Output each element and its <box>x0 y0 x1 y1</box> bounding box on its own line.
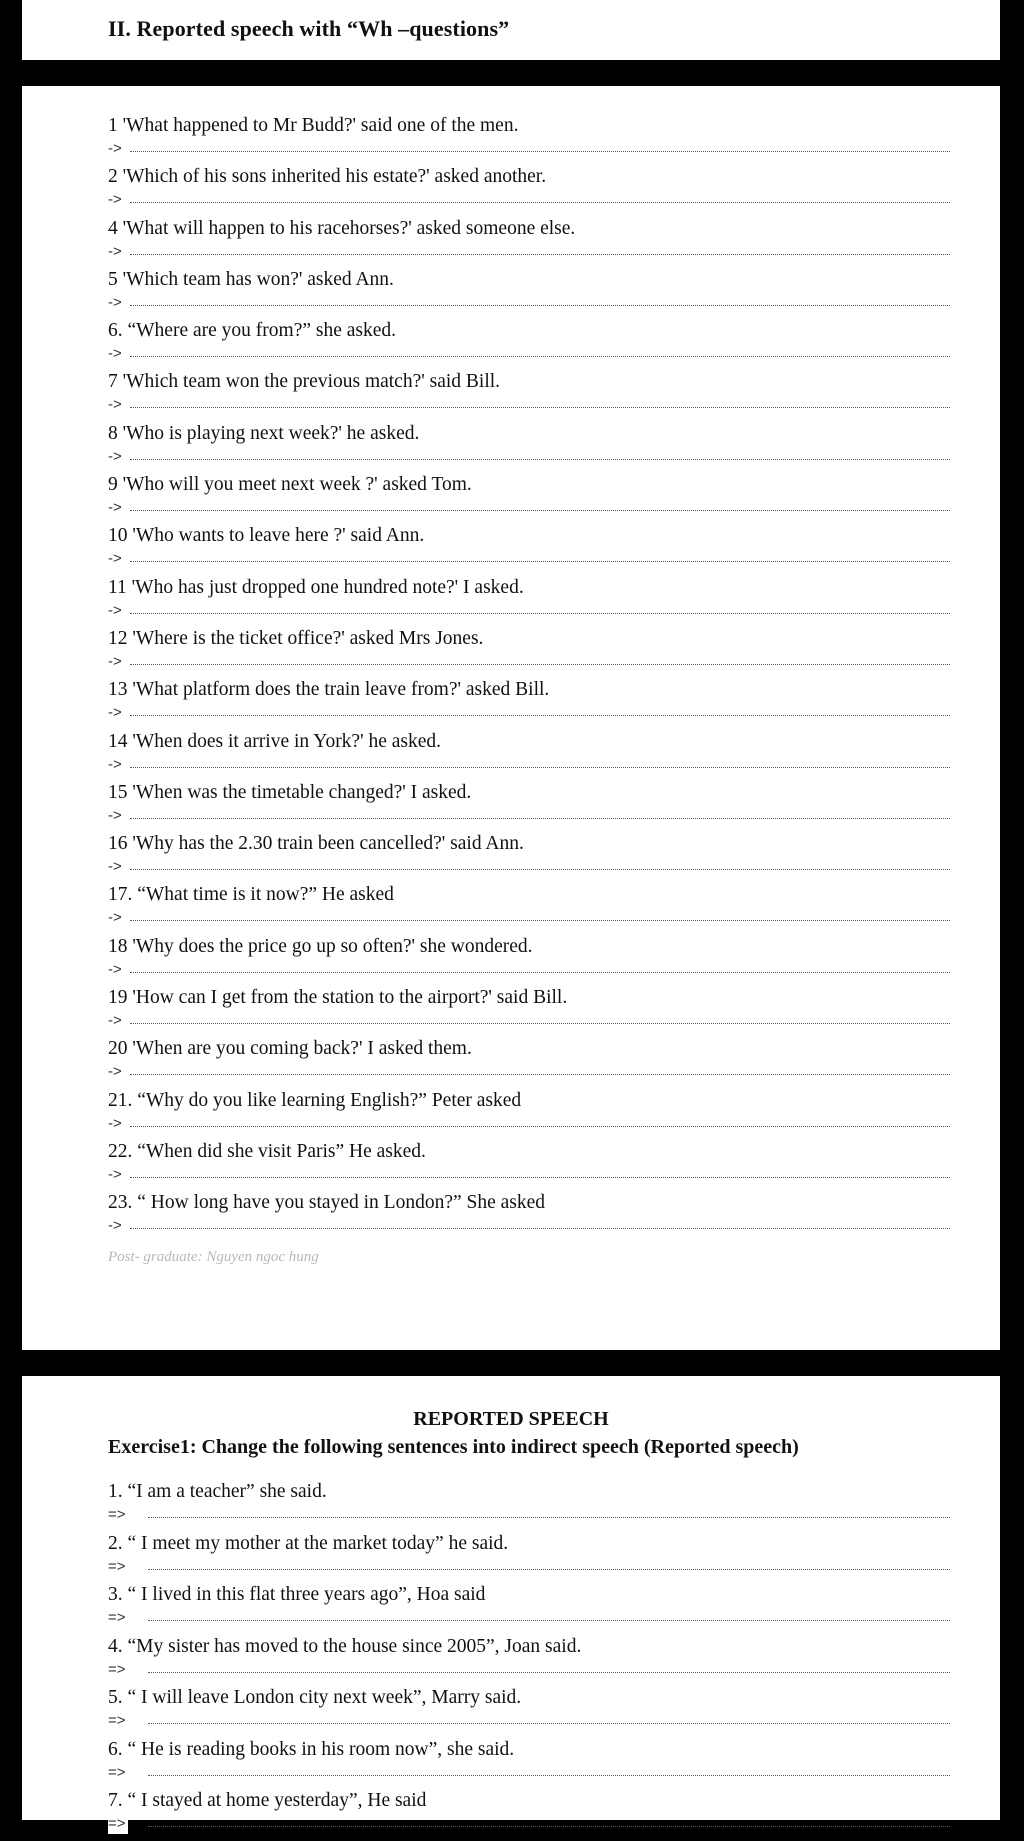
exercise-list <box>108 114 950 1243</box>
dotted-blank <box>130 1074 950 1075</box>
exercise-item <box>108 627 950 678</box>
exercise-item <box>108 1191 950 1242</box>
dotted-blank <box>130 356 950 357</box>
dotted-blank <box>130 254 950 255</box>
page-1 <box>22 0 1000 60</box>
exercise-item <box>108 678 950 729</box>
exercise-item <box>108 883 950 934</box>
answer-prefix: -> <box>108 858 122 876</box>
answer-line[interactable] <box>108 1556 950 1578</box>
answer-prefix: -> <box>108 704 122 722</box>
answer-prefix: -> <box>108 806 122 824</box>
answer-prefix: -> <box>108 1063 122 1081</box>
answer-line[interactable] <box>108 1710 950 1732</box>
answer-line[interactable] <box>108 1215 950 1237</box>
dotted-blank <box>130 1228 950 1229</box>
answer-line[interactable] <box>108 1762 950 1784</box>
question-text: 18 'Why does the price go up so often?' she wondered. <box>108 935 533 957</box>
question-text: 3. “ I lived in this flat three years ago”, Hoa said <box>108 1584 486 1605</box>
exercise-item <box>108 1583 950 1635</box>
answer-prefix: -> <box>108 960 122 978</box>
answer-line[interactable] <box>108 754 950 776</box>
answer-prefix: => <box>108 1660 126 1678</box>
dotted-blank <box>130 1126 950 1127</box>
page-2 <box>22 86 1000 1350</box>
dotted-blank <box>130 715 950 716</box>
question-text: 9 'Who will you meet next week ?' asked Tom. <box>108 474 472 496</box>
exercise-item <box>108 1635 950 1687</box>
exercise-item <box>108 1532 950 1584</box>
watermark: Post- graduate: Nguyen ngoc hung <box>108 1249 319 1265</box>
answer-line[interactable] <box>108 189 950 211</box>
dotted-blank <box>130 920 950 921</box>
answer-line[interactable] <box>108 907 950 929</box>
exercise-item <box>108 576 950 627</box>
answer-prefix: -> <box>108 345 122 363</box>
answer-prefix: -> <box>108 447 122 465</box>
answer-line[interactable] <box>108 1813 950 1835</box>
exercise-instruction: Exercise1: Change the following sentences into indirect speech (Reported speech) <box>108 1436 799 1458</box>
question-text: 22. “When did she visit Paris” He asked. <box>108 1140 426 1162</box>
answer-line[interactable] <box>108 138 950 160</box>
exercise-item <box>108 832 950 883</box>
answer-prefix: -> <box>108 601 122 619</box>
page-3 <box>22 1376 1000 1832</box>
dotted-blank <box>148 1620 950 1621</box>
question-text: 5. “ I will leave London city next week”, Marry said. <box>108 1687 522 1708</box>
answer-prefix: => <box>108 1712 126 1729</box>
exercise-list <box>108 1480 950 1841</box>
answer-prefix: -> <box>108 1217 122 1235</box>
dotted-blank <box>130 510 950 511</box>
answer-line[interactable] <box>108 959 950 981</box>
dotted-blank <box>148 1672 950 1673</box>
question-text: 7. “ I stayed at home yesterday”, He said <box>108 1790 427 1811</box>
dotted-blank <box>148 1723 950 1724</box>
question-text: 5 'Which team has won?' asked Ann. <box>108 268 394 290</box>
answer-prefix: => <box>108 1506 126 1523</box>
answer-line[interactable] <box>108 446 950 468</box>
exercise-item <box>108 268 950 319</box>
exercise-item <box>108 986 950 1037</box>
exercise-item <box>108 114 950 165</box>
question-text: 11 'Who has just dropped one hundred note?' I asked. <box>108 576 524 598</box>
question-text: 10 'Who wants to leave here ?' said Ann. <box>108 525 425 547</box>
dotted-blank <box>130 767 950 768</box>
exercise-heading: REPORTED SPEECH <box>413 1408 609 1430</box>
exercise-item <box>108 370 950 421</box>
exercise-item <box>108 935 950 986</box>
exercise-item <box>108 473 950 524</box>
answer-line[interactable] <box>108 1164 950 1186</box>
question-text: 23. “ How long have you stayed in London?” She asked <box>108 1192 546 1214</box>
answer-prefix: -> <box>108 396 122 414</box>
question-text: 12 'Where is the ticket office?' asked Mrs Jones. <box>108 627 484 649</box>
dotted-blank <box>130 1023 950 1024</box>
question-text: 21. “Why do you like learning English?” Peter asked <box>108 1089 522 1111</box>
exercise-item <box>108 524 950 575</box>
question-text: 8 'Who is playing next week?' he asked. <box>108 422 420 444</box>
dotted-blank <box>130 561 950 562</box>
answer-line[interactable] <box>108 548 950 570</box>
answer-prefix: => <box>108 1763 126 1781</box>
answer-prefix: -> <box>108 550 122 568</box>
answer-prefix: -> <box>108 191 122 209</box>
answer-prefix: -> <box>108 1012 122 1030</box>
exercise-item <box>108 319 950 370</box>
dotted-blank <box>130 869 950 870</box>
exercise-item <box>108 1686 950 1738</box>
answer-line[interactable] <box>108 702 950 724</box>
dotted-blank <box>130 1177 950 1178</box>
dotted-blank <box>148 1569 950 1570</box>
question-text: 7 'Which team won the previous match?' said Bill. <box>108 371 501 393</box>
answer-prefix: -> <box>108 293 122 311</box>
dotted-blank <box>148 1775 950 1776</box>
answer-prefix: -> <box>108 652 122 670</box>
question-text: 19 'How can I get from the station to the airport?' said Bill. <box>108 987 568 1009</box>
question-text: 1. “I am a teacher” she said. <box>108 1481 327 1502</box>
answer-line[interactable] <box>108 651 950 673</box>
dotted-blank <box>130 972 950 973</box>
question-text: 15 'When was the timetable changed?' I asked. <box>108 781 472 803</box>
question-text: 20 'When are you coming back?' I asked them. <box>108 1038 472 1060</box>
exercise-item <box>108 730 950 781</box>
question-text: 1 'What happened to Mr Budd?' said one of the men. <box>108 115 519 136</box>
exercise-item <box>108 165 950 216</box>
exercise-item <box>108 1037 950 1088</box>
answer-prefix: -> <box>108 499 122 517</box>
dotted-blank <box>130 407 950 408</box>
exercise-item <box>108 422 950 473</box>
exercise-item <box>108 1140 950 1191</box>
section-title: II. Reported speech with “Wh –questions” <box>108 16 510 41</box>
answer-line[interactable] <box>108 600 950 622</box>
answer-line[interactable] <box>108 1061 950 1083</box>
question-text: 4. “My sister has moved to the house since 2005”, Joan said. <box>108 1635 582 1657</box>
answer-line[interactable] <box>108 394 950 416</box>
exercise-item <box>108 1480 950 1532</box>
answer-prefix: -> <box>108 1165 122 1183</box>
exercise-item <box>108 1738 950 1790</box>
dotted-blank <box>148 1826 950 1827</box>
dotted-blank <box>130 818 950 819</box>
question-text: 16 'Why has the 2.30 train been cancelled?' said Ann. <box>108 833 524 855</box>
answer-line[interactable] <box>108 292 950 314</box>
answer-line[interactable] <box>108 343 950 365</box>
dotted-blank <box>130 613 950 614</box>
question-text: 4 'What will happen to his racehorses?' asked someone else. <box>108 217 576 239</box>
answer-line[interactable] <box>108 1607 950 1629</box>
question-text: 13 'What platform does the train leave from?' asked Bill. <box>108 679 550 701</box>
dotted-blank <box>148 1517 950 1518</box>
exercise-item <box>108 1789 950 1841</box>
dotted-blank <box>130 202 950 203</box>
question-text: 6. “ He is reading books in his room now”, she said. <box>108 1738 515 1760</box>
answer-prefix: -> <box>108 242 122 260</box>
question-text: 6. “Where are you from?” she asked. <box>108 320 397 342</box>
answer-prefix: -> <box>108 1114 122 1132</box>
question-text: 14 'When does it arrive in York?' he asked. <box>108 730 442 752</box>
exercise-item <box>108 217 950 268</box>
dotted-blank <box>130 459 950 460</box>
answer-line[interactable] <box>108 1010 950 1032</box>
answer-line[interactable] <box>108 1504 950 1526</box>
exercise-item <box>108 781 950 832</box>
answer-line[interactable] <box>108 1113 950 1135</box>
question-text: 17. “What time is it now?” He asked <box>108 884 394 906</box>
answer-line[interactable] <box>108 1659 950 1681</box>
answer-prefix: -> <box>108 140 122 157</box>
question-text: 2. “ I meet my mother at the market today” he said. <box>108 1532 509 1554</box>
dotted-blank <box>130 305 950 306</box>
answer-prefix: => <box>108 1815 126 1832</box>
answer-line[interactable] <box>108 805 950 827</box>
exercise-item <box>108 1089 950 1140</box>
question-text: 2 'Which of his sons inherited his estate?' asked another. <box>108 166 547 188</box>
answer-prefix: => <box>108 1557 126 1575</box>
answer-prefix: => <box>108 1609 126 1626</box>
answer-line[interactable] <box>108 856 950 878</box>
answer-prefix: -> <box>108 755 122 773</box>
dotted-blank <box>130 664 950 665</box>
answer-prefix: -> <box>108 909 122 927</box>
answer-line[interactable] <box>108 241 950 263</box>
dotted-blank <box>130 151 950 152</box>
answer-line[interactable] <box>108 497 950 519</box>
